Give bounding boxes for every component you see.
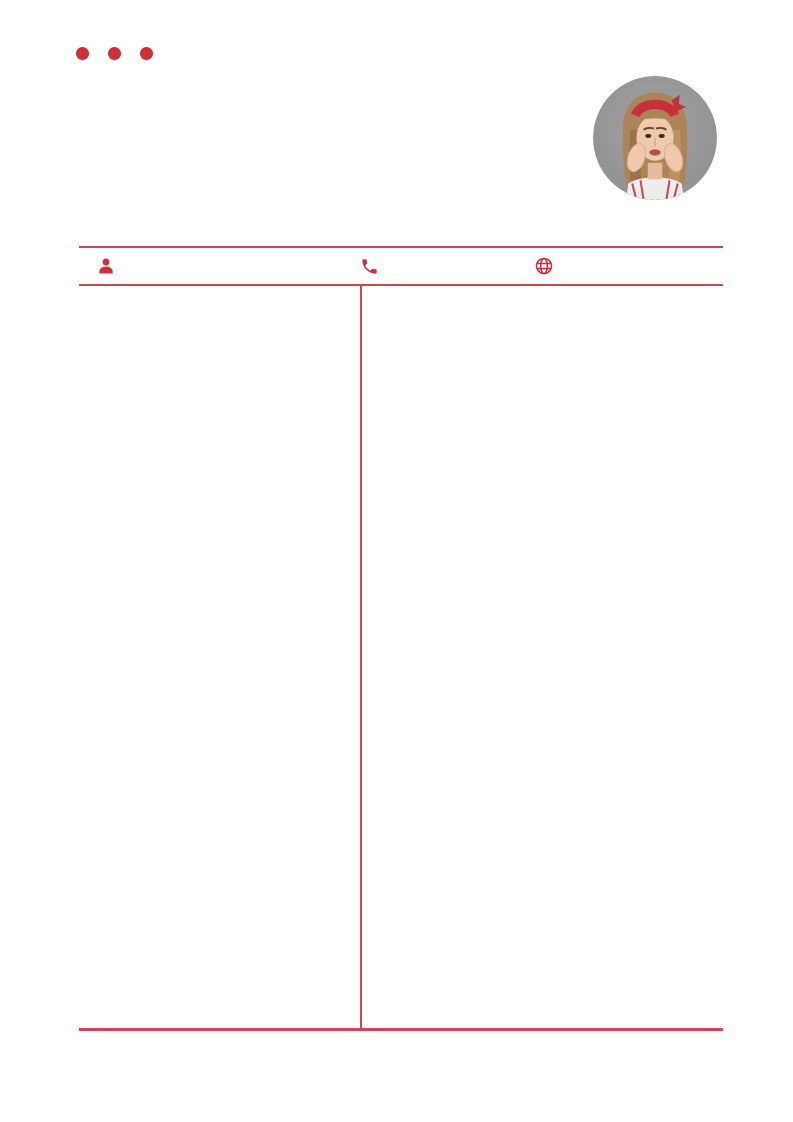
profile-photo — [593, 76, 717, 200]
header-text — [80, 88, 92, 165]
right-column — [360, 286, 723, 1028]
dot-icon — [108, 47, 121, 60]
phone-icon — [360, 257, 379, 276]
contact-bar — [79, 246, 723, 286]
contact-email[interactable] — [96, 248, 127, 284]
dot-icon — [76, 47, 89, 60]
decorative-dots — [0, 0, 793, 60]
header — [80, 88, 723, 200]
dot-icon — [140, 47, 153, 60]
page-title — [80, 88, 92, 150]
content-columns — [79, 286, 723, 1031]
portrait-illustration — [593, 76, 717, 200]
globe-icon — [534, 256, 554, 276]
person-icon — [96, 256, 116, 276]
contact-website[interactable] — [534, 248, 565, 284]
left-column — [79, 286, 360, 1028]
contact-phone[interactable] — [360, 248, 390, 284]
